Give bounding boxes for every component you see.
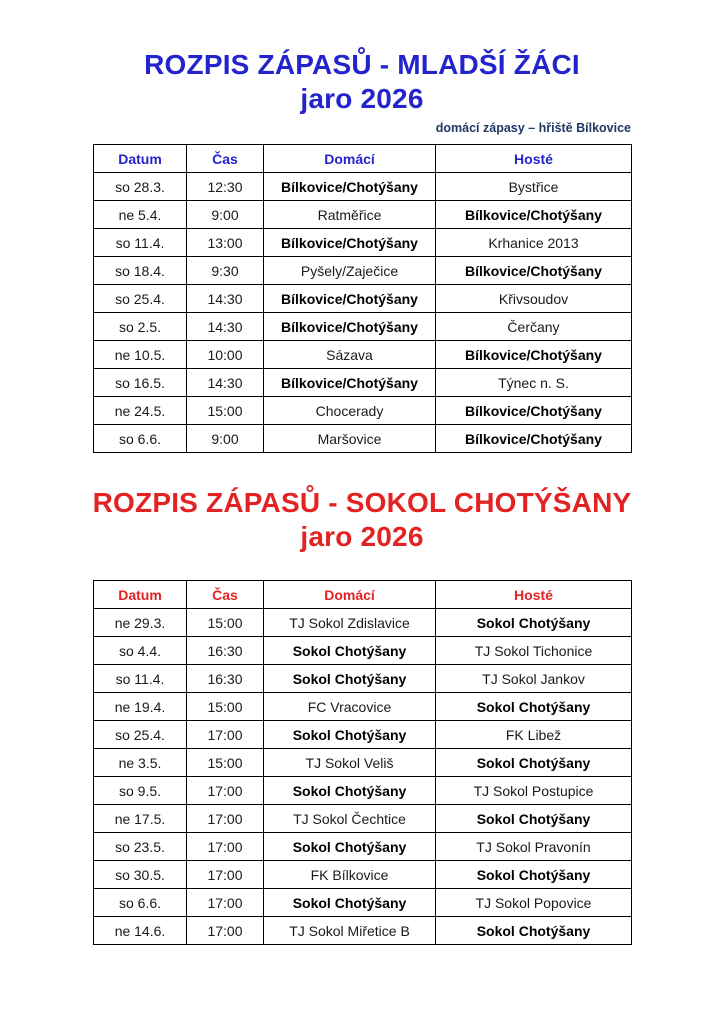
cell-cas: 15:00 xyxy=(187,609,264,637)
cell-domaci: Sázava xyxy=(264,341,436,369)
cell-cas: 15:00 xyxy=(187,397,264,425)
cell-datum: so 9.5. xyxy=(94,777,187,805)
match-row xyxy=(94,285,632,313)
cell-cas: 17:00 xyxy=(187,833,264,861)
cell-hoste: Bílkovice/Chotýšany xyxy=(436,201,632,229)
match-schedule-table-mladsi-zaci xyxy=(93,144,632,453)
cell-hoste: Křivsoudov xyxy=(436,285,632,313)
cell-domaci: TJ Sokol Veliš xyxy=(264,749,436,777)
cell-domaci: Pyšely/Zaječice xyxy=(264,257,436,285)
cell-cas: 13:00 xyxy=(187,229,264,257)
cell-domaci: Sokol Chotýšany xyxy=(264,721,436,749)
home-venue-note: domácí zápasy – hřiště Bílkovice xyxy=(435,121,631,135)
match-row xyxy=(94,425,632,453)
cell-cas: 17:00 xyxy=(187,777,264,805)
cell-domaci: Bílkovice/Chotýšany xyxy=(264,313,436,341)
cell-cas: 9:00 xyxy=(187,201,264,229)
cell-hoste: Bystřice xyxy=(436,173,632,201)
cell-hoste: FK Libež xyxy=(436,721,632,749)
table-wrapper xyxy=(93,580,631,945)
cell-hoste: Týnec n. S. xyxy=(436,369,632,397)
cell-datum: so 6.6. xyxy=(94,889,187,917)
section-title-line1: ROZPIS ZÁPASŮ - SOKOL CHOTÝŠANY xyxy=(92,487,632,518)
match-row xyxy=(94,861,632,889)
cell-domaci: Sokol Chotýšany xyxy=(264,777,436,805)
cell-hoste: Sokol Chotýšany xyxy=(436,805,632,833)
match-row xyxy=(94,173,632,201)
column-header-datum: Datum xyxy=(94,145,187,173)
cell-datum: ne 19.4. xyxy=(94,693,187,721)
section-title-mladsi-zaci xyxy=(0,48,724,116)
cell-domaci: Sokol Chotýšany xyxy=(264,665,436,693)
cell-cas: 14:30 xyxy=(187,285,264,313)
match-row xyxy=(94,257,632,285)
cell-hoste: Sokol Chotýšany xyxy=(436,693,632,721)
cell-domaci: Bílkovice/Chotýšany xyxy=(264,229,436,257)
column-header-domaci: Domácí xyxy=(264,145,436,173)
cell-hoste: Sokol Chotýšany xyxy=(436,917,632,945)
match-row xyxy=(94,369,632,397)
cell-hoste: Krhanice 2013 xyxy=(436,229,632,257)
cell-domaci: Maršovice xyxy=(264,425,436,453)
match-row xyxy=(94,229,632,257)
cell-cas: 17:00 xyxy=(187,805,264,833)
cell-hoste: Čerčany xyxy=(436,313,632,341)
match-row xyxy=(94,637,632,665)
cell-datum: so 16.5. xyxy=(94,369,187,397)
cell-hoste: Bílkovice/Chotýšany xyxy=(436,341,632,369)
match-row xyxy=(94,777,632,805)
cell-hoste: TJ Sokol Popovice xyxy=(436,889,632,917)
column-header-cas: Čas xyxy=(187,581,264,609)
column-header-hoste: Hosté xyxy=(436,581,632,609)
cell-datum: so 4.4. xyxy=(94,637,187,665)
cell-domaci: TJ Sokol Miřetice B xyxy=(264,917,436,945)
cell-cas: 17:00 xyxy=(187,861,264,889)
cell-datum: so 11.4. xyxy=(94,665,187,693)
cell-datum: so 18.4. xyxy=(94,257,187,285)
table-header-row xyxy=(94,581,632,609)
section-title-line2: jaro 2026 xyxy=(300,521,424,552)
cell-hoste: TJ Sokol Postupice xyxy=(436,777,632,805)
cell-hoste: Bílkovice/Chotýšany xyxy=(436,257,632,285)
cell-domaci: Chocerady xyxy=(264,397,436,425)
cell-datum: ne 3.5. xyxy=(94,749,187,777)
match-row xyxy=(94,201,632,229)
table-header-row xyxy=(94,145,632,173)
cell-hoste: TJ Sokol Pravonín xyxy=(436,833,632,861)
match-row xyxy=(94,749,632,777)
match-row xyxy=(94,313,632,341)
cell-cas: 14:30 xyxy=(187,313,264,341)
cell-hoste: Sokol Chotýšany xyxy=(436,609,632,637)
cell-cas: 16:30 xyxy=(187,637,264,665)
table-wrapper xyxy=(93,121,631,453)
cell-domaci: Sokol Chotýšany xyxy=(264,889,436,917)
cell-datum: so 25.4. xyxy=(94,285,187,313)
cell-cas: 9:30 xyxy=(187,257,264,285)
section-title-sokol-chotysany xyxy=(0,486,724,554)
cell-datum: so 2.5. xyxy=(94,313,187,341)
column-header-datum: Datum xyxy=(94,581,187,609)
cell-domaci: FC Vracovice xyxy=(264,693,436,721)
cell-hoste: TJ Sokol Jankov xyxy=(436,665,632,693)
cell-datum: so 11.4. xyxy=(94,229,187,257)
match-row xyxy=(94,693,632,721)
match-row xyxy=(94,721,632,749)
cell-datum: ne 17.5. xyxy=(94,805,187,833)
section-title-line2: jaro 2026 xyxy=(300,83,424,114)
cell-datum: ne 14.6. xyxy=(94,917,187,945)
cell-hoste: Sokol Chotýšany xyxy=(436,749,632,777)
cell-datum: so 25.4. xyxy=(94,721,187,749)
cell-datum: ne 24.5. xyxy=(94,397,187,425)
cell-domaci: Sokol Chotýšany xyxy=(264,637,436,665)
match-row xyxy=(94,665,632,693)
match-row xyxy=(94,917,632,945)
section-title-line1: ROZPIS ZÁPASŮ - MLADŠÍ ŽÁCI xyxy=(144,49,580,80)
cell-hoste: Bílkovice/Chotýšany xyxy=(436,425,632,453)
match-row xyxy=(94,609,632,637)
match-row xyxy=(94,889,632,917)
match-row xyxy=(94,397,632,425)
cell-datum: so 28.3. xyxy=(94,173,187,201)
cell-cas: 17:00 xyxy=(187,721,264,749)
cell-cas: 15:00 xyxy=(187,749,264,777)
cell-cas: 17:00 xyxy=(187,889,264,917)
cell-cas: 15:00 xyxy=(187,693,264,721)
match-row xyxy=(94,805,632,833)
cell-cas: 9:00 xyxy=(187,425,264,453)
cell-domaci: Ratměřice xyxy=(264,201,436,229)
cell-cas: 14:30 xyxy=(187,369,264,397)
cell-datum: ne 5.4. xyxy=(94,201,187,229)
cell-datum: so 6.6. xyxy=(94,425,187,453)
match-schedule-table-sokol-chotysany xyxy=(93,580,632,945)
cell-domaci: Bílkovice/Chotýšany xyxy=(264,285,436,313)
cell-domaci: Sokol Chotýšany xyxy=(264,833,436,861)
cell-domaci: FK Bílkovice xyxy=(264,861,436,889)
schedule-section-sokol-chotysany xyxy=(0,486,724,945)
cell-hoste: Bílkovice/Chotýšany xyxy=(436,397,632,425)
cell-datum: ne 29.3. xyxy=(94,609,187,637)
cell-domaci: Bílkovice/Chotýšany xyxy=(264,173,436,201)
schedule-section-mladsi-zaci xyxy=(0,48,724,453)
cell-cas: 17:00 xyxy=(187,917,264,945)
cell-cas: 12:30 xyxy=(187,173,264,201)
column-header-hoste: Hosté xyxy=(436,145,632,173)
cell-cas: 16:30 xyxy=(187,665,264,693)
match-row xyxy=(94,833,632,861)
cell-domaci: TJ Sokol Zdislavice xyxy=(264,609,436,637)
cell-domaci: TJ Sokol Čechtice xyxy=(264,805,436,833)
cell-hoste: TJ Sokol Tichonice xyxy=(436,637,632,665)
match-row xyxy=(94,341,632,369)
column-header-domaci: Domácí xyxy=(264,581,436,609)
cell-datum: ne 10.5. xyxy=(94,341,187,369)
cell-datum: so 30.5. xyxy=(94,861,187,889)
cell-hoste: Sokol Chotýšany xyxy=(436,861,632,889)
column-header-cas: Čas xyxy=(187,145,264,173)
cell-domaci: Bílkovice/Chotýšany xyxy=(264,369,436,397)
cell-cas: 10:00 xyxy=(187,341,264,369)
cell-datum: so 23.5. xyxy=(94,833,187,861)
